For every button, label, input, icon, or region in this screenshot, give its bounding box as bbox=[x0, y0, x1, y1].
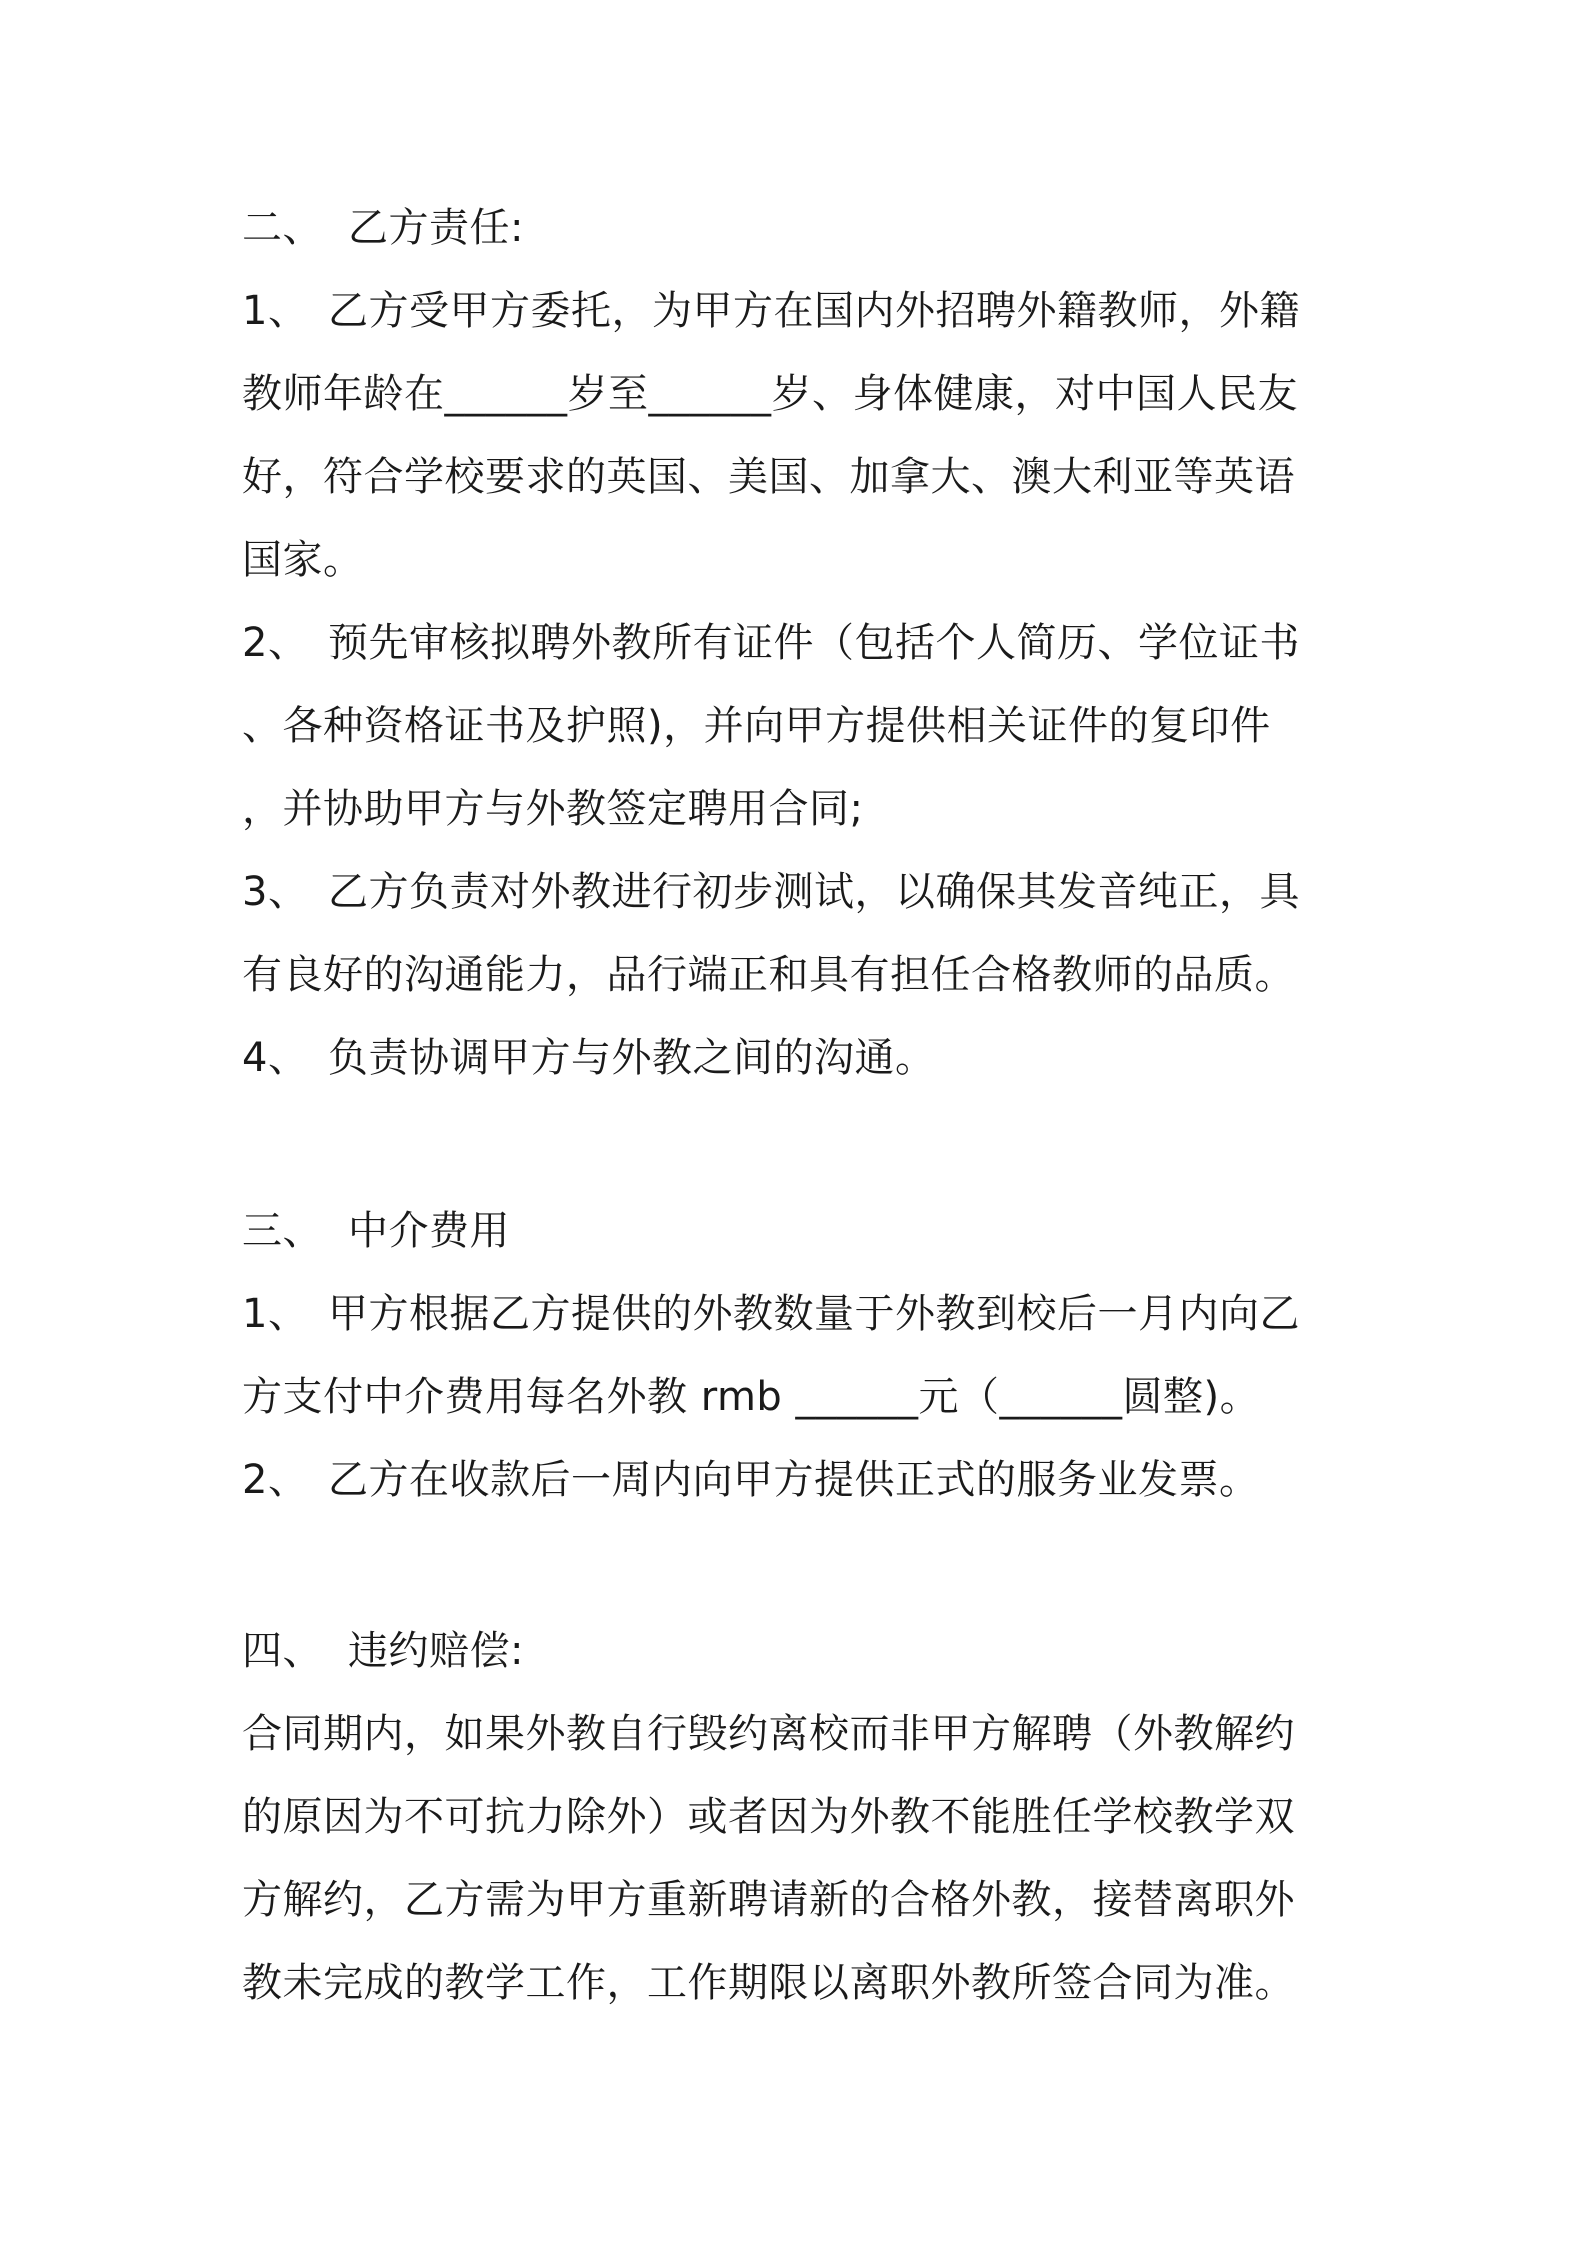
section-3-heading bbox=[242, 1196, 1362, 1266]
section-2-item-1-line-2: 教师年龄在______岁至______岁、身体健康，对中国人民友 bbox=[242, 371, 1298, 417]
section-4-line-4: 教未完成的教学工作，工作期限以离职外教所签合同为准。 bbox=[242, 1960, 1295, 2006]
section-2-item-3-line-2: 有良好的沟通能力，品行端正和具有担任合格教师的品质。 bbox=[242, 952, 1295, 998]
section-2-item-1-line-3: 好，符合学校要求的英国、美国、加拿大、澳大利亚等英语 bbox=[242, 454, 1295, 500]
section-2-item-1-line-1 bbox=[242, 276, 1362, 346]
section-4-line-1: 合同期内，如果外教自行毁约离校而非甲方解聘（外教解约 bbox=[242, 1711, 1295, 1757]
section-4-title: 违约赔偿: bbox=[348, 1628, 524, 1674]
section-2-item-1-text: 乙方受甲方委托，为甲方在国内外招聘外籍教师，外籍 bbox=[328, 288, 1300, 334]
section-4-line-3: 方解约，乙方需为甲方重新聘请新的合格外教，接替离职外 bbox=[242, 1877, 1295, 1923]
section-2-item-2-line-1 bbox=[242, 608, 1362, 678]
section-2-title: 乙方责任: bbox=[348, 205, 524, 251]
section-2-item-4-line-1 bbox=[242, 1023, 1362, 1093]
section-2-item-4-number: 4、 bbox=[242, 1035, 309, 1081]
section-2-item-2-line-2: 、各种资格证书及护照)，并向甲方提供相关证件的复印件 bbox=[242, 703, 1271, 749]
section-3-item-2-line-1 bbox=[242, 1445, 1362, 1515]
section-3-item-2-number: 2、 bbox=[242, 1457, 309, 1503]
section-3-item-1-line-1 bbox=[242, 1279, 1362, 1349]
section-3-item-1-line-2: 方支付中介费用每名外教 rmb ______元（______圆整)。 bbox=[242, 1374, 1261, 1420]
section-3-item-1-number: 1、 bbox=[242, 1291, 309, 1337]
section-2-item-2-text: 预先审核拟聘外教所有证件（包括个人简历、学位证书 bbox=[328, 620, 1300, 666]
section-2-item-2-number: 2、 bbox=[242, 620, 309, 666]
section-2-item-3-number: 3、 bbox=[242, 869, 309, 915]
section-2-number: 二、 bbox=[242, 205, 323, 251]
section-3-item-1-text: 甲方根据乙方提供的外教数量于外教到校后一月内向乙 bbox=[328, 1291, 1300, 1337]
section-2-item-2-line-3: ，并协助甲方与外教签定聘用合同; bbox=[242, 786, 864, 832]
section-2-item-3-line-1 bbox=[242, 857, 1362, 927]
section-2-item-1-number: 1、 bbox=[242, 288, 309, 334]
section-4-line-2: 的原因为不可抗力除外）或者因为外教不能胜任学校教学双 bbox=[242, 1794, 1295, 1840]
section-3-number: 三、 bbox=[242, 1208, 323, 1254]
section-2-item-3-text: 乙方负责对外教进行初步测试，以确保其发音纯正，具 bbox=[328, 869, 1300, 915]
section-2-item-4-text: 负责协调甲方与外教之间的沟通。 bbox=[328, 1035, 936, 1081]
section-4-number: 四、 bbox=[242, 1628, 323, 1674]
section-3-item-2-text: 乙方在收款后一周内向甲方提供正式的服务业发票。 bbox=[328, 1457, 1260, 1503]
section-3-title: 中介费用 bbox=[348, 1208, 510, 1254]
section-2-heading bbox=[242, 193, 1362, 263]
section-4-heading bbox=[242, 1616, 1362, 1686]
section-2-item-1-line-4: 国家。 bbox=[242, 537, 364, 583]
